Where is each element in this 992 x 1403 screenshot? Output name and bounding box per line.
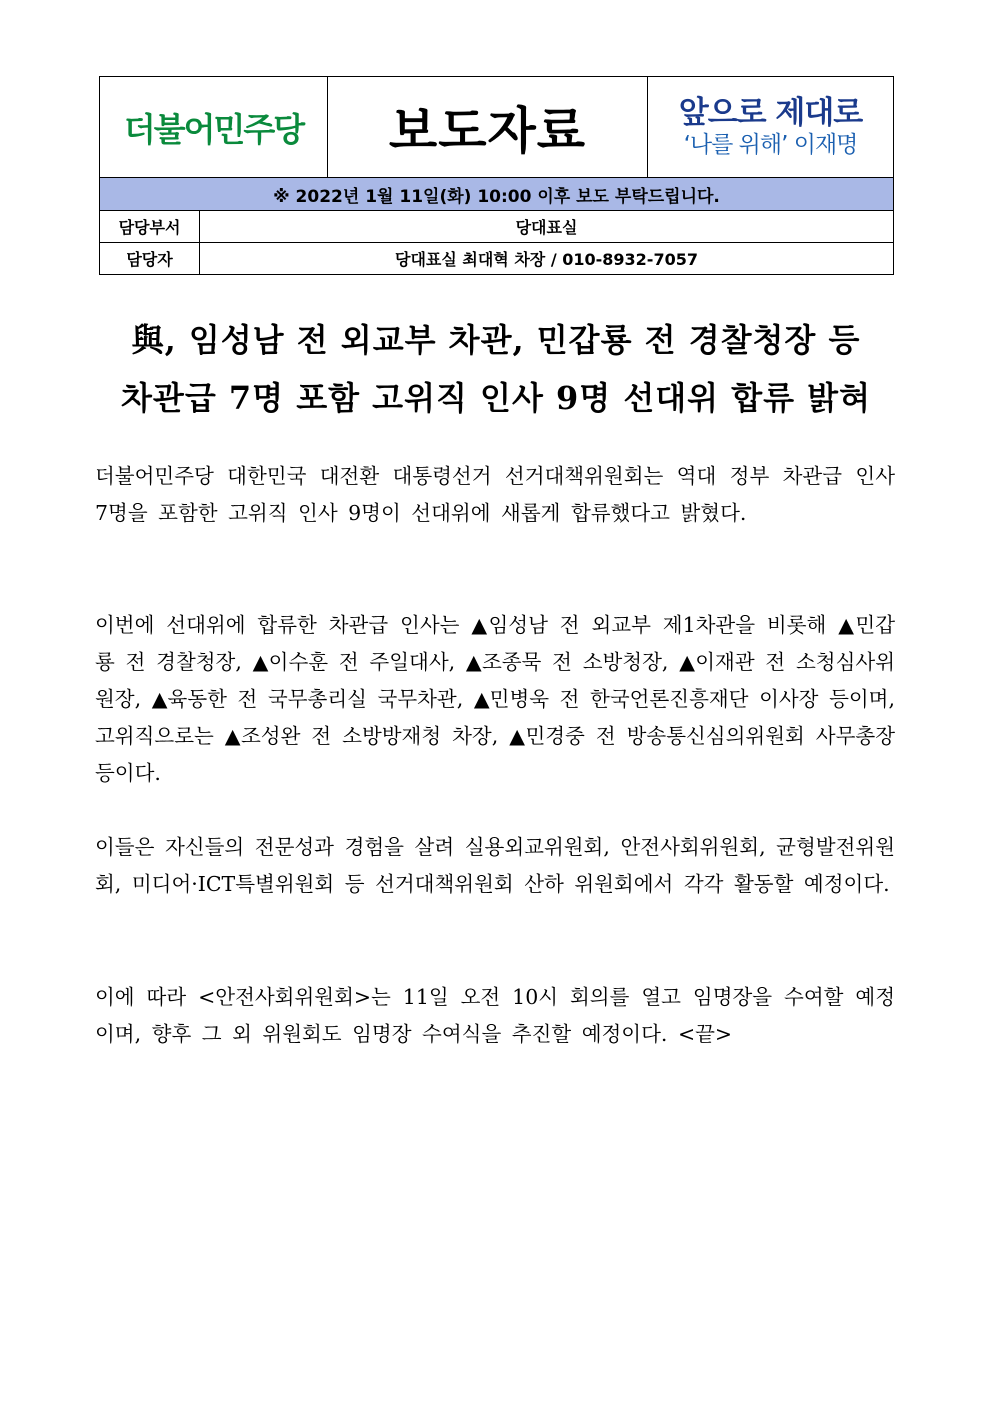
dept-label: 담당부서 bbox=[100, 211, 200, 243]
headline-line-1: 與, 임성남 전 외교부 차관, 민갑룡 전 경찰청장 등 bbox=[131, 321, 861, 359]
doc-title: 보도자료 bbox=[388, 102, 587, 160]
press-release-header bbox=[99, 76, 894, 275]
headline-line-2: 차관급 7명 포함 고위직 인사 9명 선대위 합류 밝혀 bbox=[121, 379, 871, 417]
contact-label: 담당자 bbox=[100, 243, 200, 275]
party-logo: 더불어민주당 bbox=[123, 109, 304, 149]
body-paragraph-2: 이번에 선대위에 합류한 차관급 인사는 ▲임성남 전 외교부 제1차관을 비롯해 ▲민갑룡 전 경찰청장, ▲이수훈 전 주일대사, ▲조종묵 전 소방청장, ▲이재관 전 소청심사위원장, ▲육동한 전 국무총리실 국무차관, ▲민병욱 전 한국언론진흥재단 이사장 등이며, 고위직으로는 ▲조성완 전 소방방재청 차장, ▲민경중 전 방송통신심의위원회 사무총장 등이다. bbox=[95, 613, 895, 785]
slogan-sub: ‘나를 위해’ 이재명 bbox=[683, 131, 858, 158]
body-paragraph-4: 이에 따라 <안전사회위원회>는 11일 오전 10시 회의를 열고 임명장을 수여할 예정이며, 향후 그 외 위원회도 임명장 수여식을 추진할 예정이다. <끝> bbox=[95, 985, 895, 1046]
slogan-cell bbox=[648, 77, 894, 178]
body-paragraph-1: 더불어민주당 대한민국 대전환 대통령선거 선거대책위원회는 역대 정부 차관급 인사 7명을 포함한 고위직 인사 9명이 선대위에 새롭게 합류했다고 밝혔다. bbox=[95, 464, 895, 525]
party-logo-cell bbox=[100, 77, 328, 178]
body-paragraph-3: 이들은 자신들의 전문성과 경험을 살려 실용외교위원회, 안전사회위원회, 균형발전위원회, 미디어·ICT특별위원회 등 선거대책위원회 산하 위원회에서 각각 활동할 예정이다. bbox=[95, 835, 895, 896]
dept-value: 당대표실 bbox=[200, 211, 894, 243]
contact-value: 당대표실 최대혁 차장 / 010-8932-7057 bbox=[200, 243, 894, 275]
doc-title-cell bbox=[328, 77, 648, 178]
embargo-notice: ※ 2022년 1월 11일(화) 10:00 이후 보도 부탁드립니다. bbox=[100, 178, 894, 211]
slogan-main: 앞으로 제대로 bbox=[678, 94, 863, 131]
